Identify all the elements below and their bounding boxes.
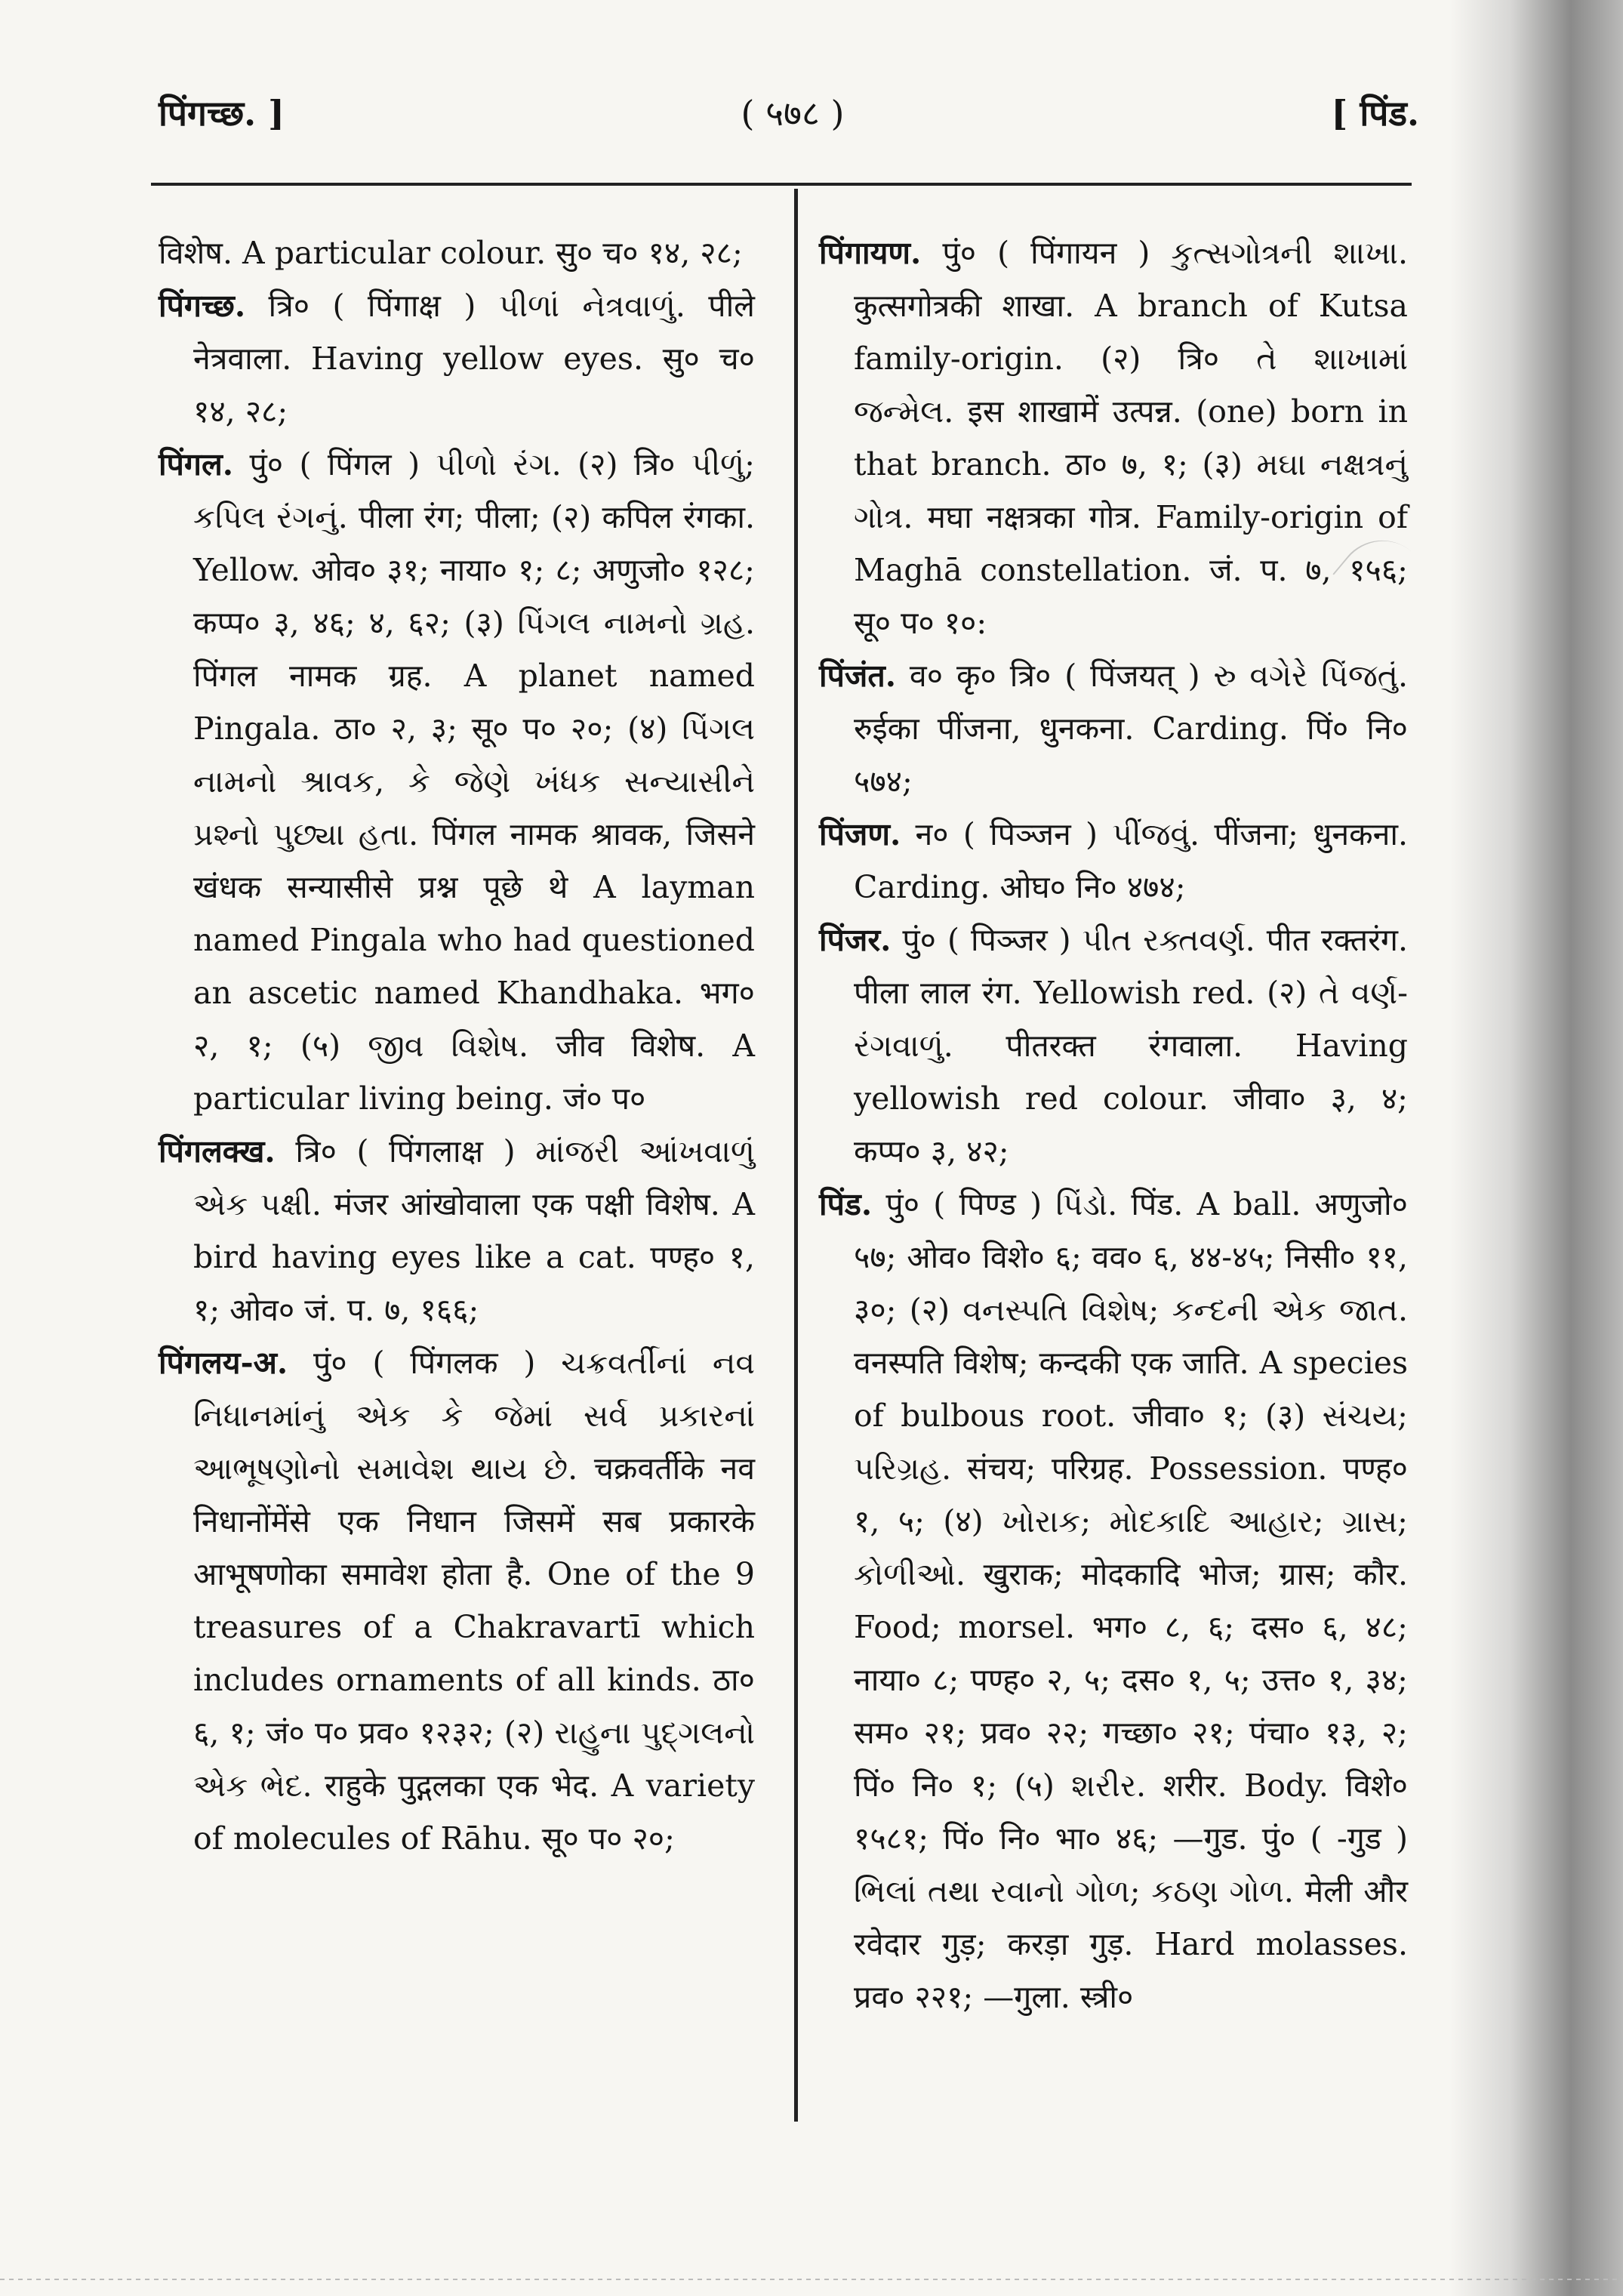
dictionary-entry — [819, 1178, 1408, 2023]
entry-headword: पिंड. — [819, 1186, 873, 1222]
entry-definition: त्रि० ( पिंगलाक्ष ) માંજરી આંખવાળું એક પક્ષી. मंजर आंखोवाला एक पक्षी विशेष. A bird having eyes like a cat. पण्ह० १, १; ओव० जं. प. ७, १६६; — [193, 1133, 755, 1328]
entry-headword: पिंजंत. — [819, 658, 896, 694]
entry-headword: पिंजर. — [819, 922, 892, 958]
column-divider — [794, 189, 798, 2122]
dictionary-entry — [819, 227, 1408, 649]
entry-headword: पिंजण. — [819, 816, 901, 852]
entry-headword: पिंगलय-अ. — [159, 1345, 288, 1381]
dictionary-entry — [159, 279, 755, 438]
entry-definition: न० ( पिञ्जन ) પીંજવું. पींजना; धुनकना. Carding. ओघ० नि० ४७४; — [854, 816, 1408, 905]
dictionary-entry — [159, 1125, 755, 1336]
dictionary-entry — [159, 1336, 755, 1865]
entry-definition: पुं० ( पिंगायन ) કુત્સગોત્રની શાખા. कुत्सगोत्रकी शाखा. A branch of Kutsa family-origin. (२) त्रि० તે શાખામાં જન્મેલ. इस शाखामें उत्पन्न. (one) born in that branch. ठा० ७, १; (३) મઘા નક્ષત્રનું ગોત્ર. मघा नक्षत्रका गोत्र. Family-origin of Maghā constellation. जं. प. ७, १५६; सू० प० १०: — [854, 235, 1408, 641]
dictionary-entry — [819, 649, 1408, 808]
dictionary-entry — [819, 808, 1408, 914]
entry-headword: पिंगच्छ. — [159, 288, 246, 324]
entry-headword: पिंगल. — [159, 446, 234, 482]
dictionary-entry — [159, 438, 755, 1125]
entry-definition: विशेष. A particular colour. सु० च० १४, २८; — [159, 235, 743, 271]
dictionary-entry — [819, 914, 1408, 1178]
dictionary-entry — [159, 227, 755, 279]
right-column — [819, 227, 1408, 2023]
left-column — [159, 227, 755, 1865]
page-number: ( ५७८ ) — [741, 93, 845, 134]
entry-definition: पुं० ( पिण्ड ) પિંડો. पिंड. A ball. अणुजो० ५७; ओव० विशे० ६; वव० ६, ४४-४५; निसी० ११, ३०; (२) વનસ્પતિ વિશેષ; કન્દની એક જાત. वनस्पति विशेष; कन्दकी एक जाति. A species of bulbous root. जीवा० १; (३) સંચય; પરિગ્રહ. संचय; परिग्रह. Possession. पण्ह० १, ५; (४) ખોરાક; મોદકાદિ આહાર; ગ્રાસ; કોળીઓ. खुराक; मोदकादि भोज; ग्रास; कौर. Food; morsel. भग० ८, ६; दस० ६, ४८; नाया० ८; पण्ह० २, ५; दस० १, ५; उत्त० १, ३४; सम० २१; प्रव० २२; गच्छा० २१; पंचा० १३, २; पिं० नि० १; (५) શરીર. शरीर. Body. विशे० १५८१; पिं० नि० भा० ४६; —गुड. पुं० ( -गुड ) ભિલાં તથા રવાનો ગોળ; કઠણ ગોળ. मेली और रवेदार गुड़; करड़ा गुड़. Hard molasses. प्रव० २२१; —गुला. स्त्री० — [854, 1186, 1408, 2015]
header-rule — [151, 183, 1412, 186]
header-left-guide-word: पिंगच्छ. ] — [159, 93, 285, 134]
page-edge-shadow — [1449, 0, 1623, 2296]
entry-definition: व० कृ० त्रि० ( पिंजयत् ) રુ વગેરે પિંજતું. रुईका पींजना, धुनकना. Carding. पिं० नि० ५७४; — [854, 658, 1408, 800]
entry-headword: पिंगायण. — [819, 235, 922, 271]
page-bottom-edge — [0, 2279, 1623, 2280]
entry-definition: पुं० ( पिंगलक ) ચક્રવર્તીનાં નવ નિધાનમાંનું એક કે જેમાં સર્વ પ્રકારનાં આભૂષણોનો સમાવેશ થાય છે. चक्रवर्तीके नव निधानोंमेंसे एक निधान जिसमें सब प्रकारके आभूषणोका समावेश होता है. One of the 9 treasures of a Chakravartī which includes ornaments of all kinds. ठा० ६, १; जं० प० प्रव० १२३२; (२) રાહુના પુદ્ગલનો એક ભેદ. राहुके पुद्गलका एक भेद. A variety of molecules of Rāhu. सू० प० २०; — [193, 1345, 755, 1857]
entry-definition: पुं० ( पिंगल ) પીળો રંગ. (२) त्रि० પીળું; કપિલ રંગનું. पीला रंग; पीला; (२) कपिल रंगका. Yellow. ओव० ३१; नाया० १; ८; अणुजो० १२८; कप्प० ३, ४६; ४, ६२; (३) પિંગલ નામનો ગ્રહ. पिंगल नामक ग्रह. A planet named Pingala. ठा० २, ३; सू० प० २०; (४) પિંગલ નામનો શ્રાવક, કે જેણે ખંધક સન્યાસીને પ્રશ્નો પુછ્યા હતા. पिंगल नामक श्रावक, जिसने खंधक सन्यासीसे प्रश्न पूछे थे A layman named Pingala who had questioned an ascetic named Khandhaka. भग० २, १; (५) જીવ વિશેષ. जीव विशेष. A particular living being. जं० प० — [193, 446, 755, 1117]
page-header — [0, 89, 1623, 142]
entry-definition: त्रि० ( पिंगाक्ष ) પીળાં નેત્રવાળું. पीले नेत्रवाला. Having yellow eyes. सु० च० १४, २८; — [193, 288, 755, 430]
entry-headword: पिंगलक्ख. — [159, 1133, 276, 1170]
header-right-guide-word: [ पिंड. — [1331, 93, 1419, 134]
entry-definition: पुं० ( पिञ्जर ) પીત રક્તવર્ણ. पीत रक्तरंग. पीला लाल रंग. Yellowish red. (२) તે વર્ણ-રંગવાળું. पीतरक्त रंगवाला. Having yellowish red colour. जीवा० ३, ४; कप्प० ३, ४२; — [854, 922, 1408, 1170]
